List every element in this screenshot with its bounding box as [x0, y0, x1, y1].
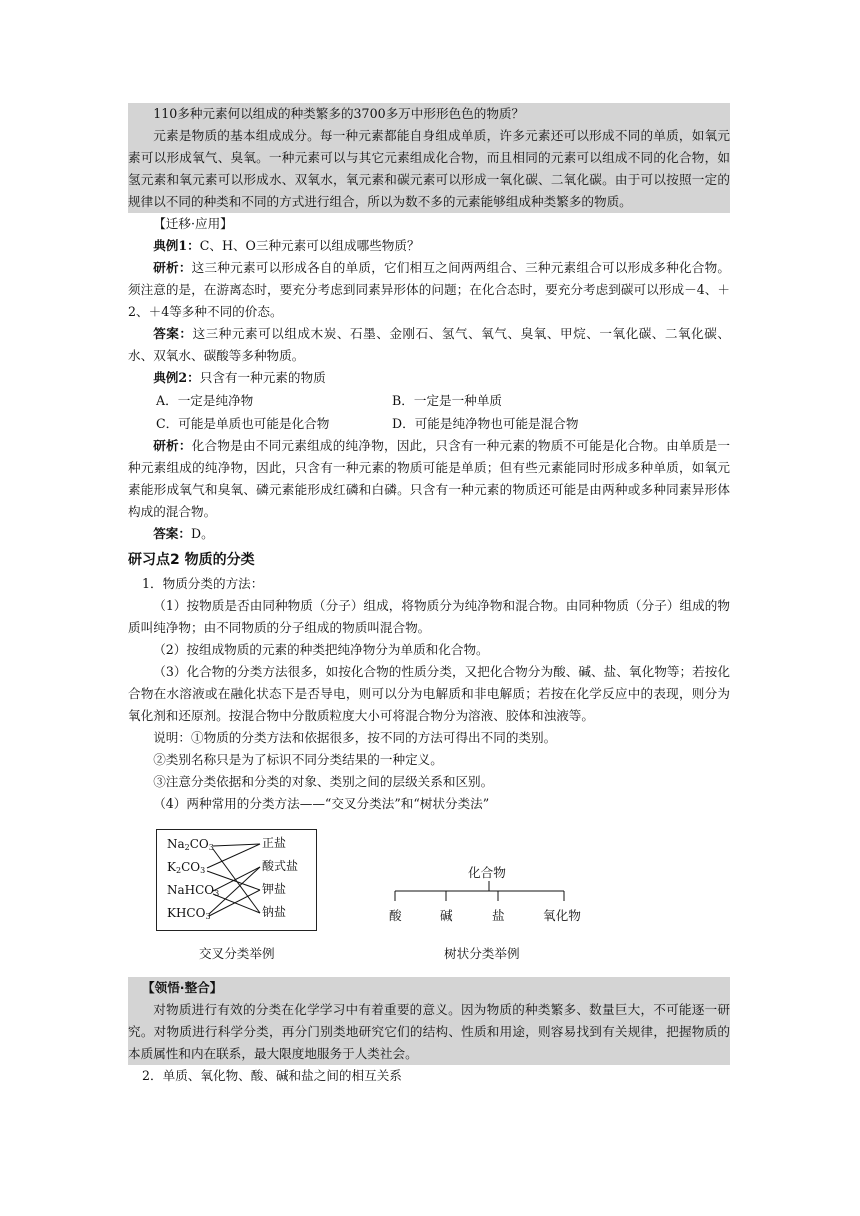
example1-text: C、H、O三种元素可以组成哪些物质？ — [199, 238, 420, 253]
cross-classification-box — [156, 829, 317, 931]
option-a: A．一定是纯净物 — [156, 393, 254, 408]
example1-analysis-label: 研析： — [153, 260, 192, 275]
cross-connector-lines — [157, 830, 316, 930]
example1-answer — [128, 323, 730, 367]
intro-block — [128, 103, 730, 213]
summary-heading: 【领悟·整合】 — [142, 980, 223, 995]
tree-caption: 树状分类举例 — [444, 946, 520, 961]
example2-analysis-text: 化合物是由不同元素组成的纯净物，因此，只含有一种元素的物质不可能是化合物。由单质是一种元素组成的纯净物，因此，只含有一种元素的物质可能是单质；但有些元素能同时形成多种单质，如氧元素能形成氧气和臭氧、磷元素能形成红磷和白磷。只含有一种元素的物质还可能是由两种或多种同素异形体构成的混合物。 — [128, 438, 731, 519]
cross-right-item: 正盐 — [262, 836, 287, 850]
example2-answer — [128, 523, 730, 545]
option-d: D．可能是纯净物也可能是混合物 — [392, 416, 579, 431]
cross-left-item: $KHCO_3$ — [167, 906, 211, 921]
section2-note3: ③注意分类依据和分类的对象、类别之间的层级关系和区别。 — [153, 774, 494, 789]
example1-answer-label: 答案： — [153, 326, 193, 341]
section2-note1: 说明：①物质的分类方法和依据很多，按不同的方法可得出不同的类别。 — [153, 730, 557, 745]
cross-left-item: NaHCO$_3$ — [167, 883, 220, 898]
cross-line — [213, 844, 260, 846]
document-page — [128, 103, 730, 1087]
tree-child: 碱 — [440, 908, 453, 923]
tree-child: 酸 — [389, 908, 402, 923]
tree-root: 化合物 — [468, 865, 506, 880]
section2-item1: 1．物质分类的方法： — [142, 576, 264, 591]
example2-analysis-label: 研析： — [153, 438, 192, 453]
cross-line — [207, 844, 260, 868]
example1-analysis — [128, 257, 730, 323]
example2-options-row1 — [128, 389, 730, 412]
option-c: C．可能是单质也可能是化合物 — [156, 416, 330, 431]
example1-answer-text: 这三种元素可以组成木炭、石墨、金刚石、氢气、氧气、臭氧、甲烷、一氧化碳、二氧化碳、水、双氧水、碳酸等多种物质。 — [128, 326, 731, 363]
section2-p2: （2）按组成物质的元素的种类把纯净物分为单质和化合物。 — [153, 642, 489, 657]
tree-child: 氧化物 — [543, 908, 581, 923]
intro-answer: 元素是物质的基本组成成分。每一种元素都能自身组成单质，许多元素还可以形成不同的单质，如氧元素可以形成氧气、臭氧。一种元素可以与其它元素组成化合物，而且相同的元素可以组成不同的化合物，如氢元素和氧元素可以形成水、双氧水，氧元素和碳元素可以形成一氧化碳、二氧化碳。由于可以按照一定的规律以不同的种类和不同的方式进行组合，所以为数不多的元素能够组成种类繁多的物质。 — [128, 128, 730, 209]
cross-left-item: $K_2CO_3$ — [167, 860, 206, 875]
example2-label: 典例2： — [153, 370, 200, 385]
section2-title: 研习点2 物质的分类 — [128, 552, 255, 568]
cross-right-item: 钾盐 — [262, 882, 287, 896]
example2-text: 只含有一种元素的物质 — [199, 370, 326, 385]
section2-p3: （3）化合物的分类方法很多，如按化合物的性质分类，又把化合物分为酸、碱、盐、氧化物等；若按化合物在水溶液或在融化状态下是否导电，则可以分为电解质和非电解质；若按在化学反应中的表现，则分为氧化剂和还原剂。按混合物中分散质粒度大小可将混合物分为溶液、胶体和浊液等。 — [128, 664, 730, 723]
example2-question — [128, 367, 730, 389]
example2-analysis — [128, 435, 730, 523]
example2-options-row2 — [128, 412, 730, 435]
example1-label: 典例1： — [153, 238, 200, 253]
intro-question: 110多种元素何以组成的种类繁多的3700多万中形形色色的物质？ — [153, 106, 525, 121]
classification-figures — [128, 819, 730, 977]
transfer-heading: 【迁移·应用】 — [153, 216, 233, 231]
example2-answer-text: D。 — [190, 526, 214, 541]
example1-analysis-text: 这三种元素可以形成各自的单质，它们相互之间两两组合、三种元素组合可以形成多种化合物。须注意的是，在游离态时，要充分考虑到同素异形体的问题；在化合态时，要充分考虑到碳可以形成－4、＋2、＋4等多种不同的价态。 — [128, 260, 731, 319]
cross-left-item: $Na_2CO_3$ — [167, 837, 214, 852]
section2-item2: 2．单质、氧化物、酸、碱和盐之间的相互关系 — [142, 1068, 402, 1083]
option-b: B．一定是一种单质 — [392, 393, 503, 408]
example1-question — [128, 235, 730, 257]
section2-p4: （4）两种常用的分类方法——“交叉分类法”和“树状分类法” — [153, 796, 490, 811]
example2-answer-label: 答案： — [153, 526, 191, 541]
summary-block — [128, 977, 730, 1065]
cross-right-item: 钠盐 — [262, 905, 287, 919]
section2-p1: （1）按物质是否由同种物质（分子）组成，将物质分为纯净物和混合物。由同种物质（分子）组成的物质叫纯净物；由不同物质的分子组成的物质叫混合物。 — [128, 598, 730, 635]
section2-note2: ②类别名称只是为了标识不同分类结果的一种定义。 — [153, 752, 443, 767]
cross-right-item: 酸式盐 — [262, 859, 299, 873]
tree-child: 盐 — [492, 908, 505, 923]
summary-text: 对物质进行有效的分类在化学学习中有着重要的意义。因为物质的种类繁多、数量巨大，不可能逐一研究。对物质进行科学分类，再分门别类地研究它们的结构、性质和用途，则容易找到有关规律，把握物质的本质属性和内在联系，最大限度地服务于人类社会。 — [128, 1002, 730, 1061]
cross-caption: 交叉分类举例 — [199, 946, 275, 961]
